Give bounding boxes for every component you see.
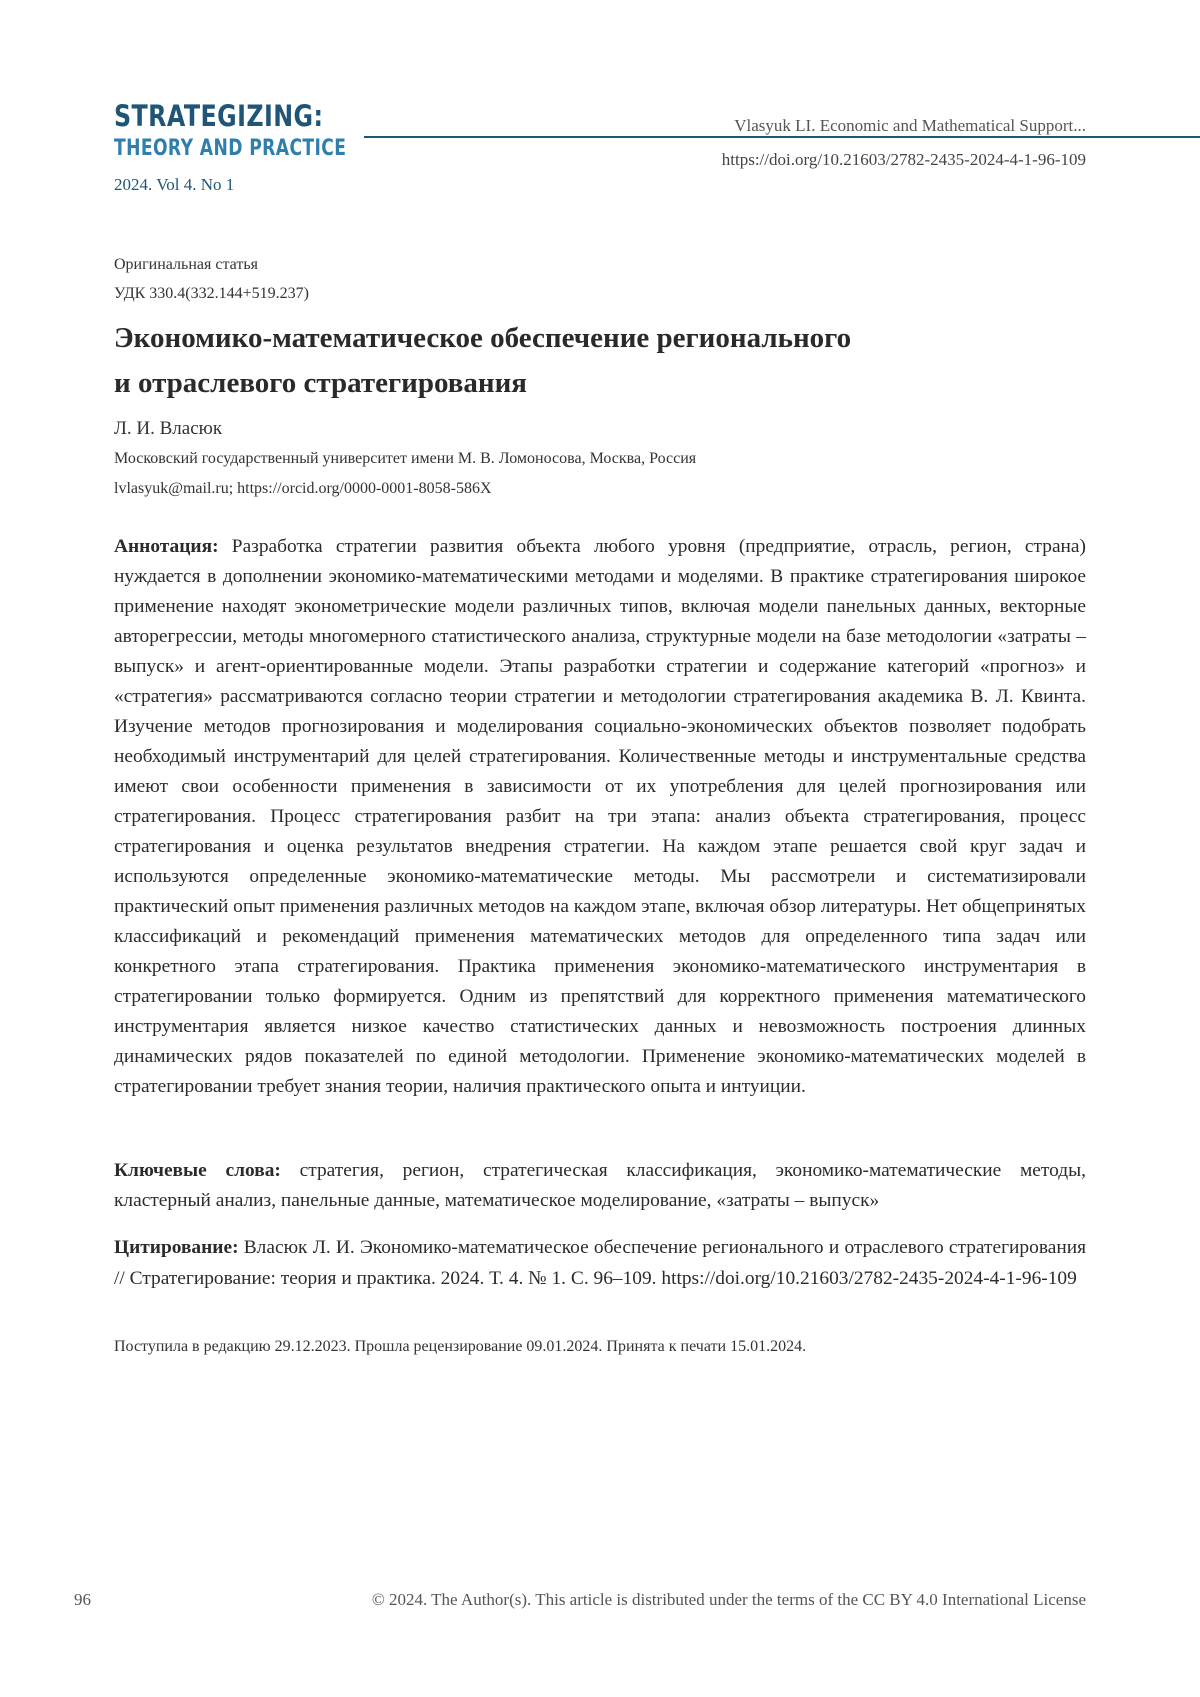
journal-name-line2: THEORY AND PRACTICE (114, 134, 346, 164)
udc-code: УДК 330.4(332.144+519.237) (114, 285, 309, 303)
issue-info: 2024. Vol 4. No 1 (114, 175, 234, 195)
abstract-label: Аннотация: (114, 536, 232, 557)
author-name: Л. И. Власюк (114, 418, 222, 440)
author-contacts[interactable]: lvlasyuk@mail.ru; https://orcid.org/0000-0001-8058-586X (114, 480, 492, 498)
abstract (114, 532, 1086, 1102)
submission-history: Поступила в редакцию 29.12.2023. Прошла рецензирование 09.01.2024. Принята к печати 15.01.2024. (114, 1338, 806, 1356)
page-number: 96 (74, 1590, 91, 1610)
running-title: Vlasyuk LI. Economic and Mathematical Support... (734, 116, 1086, 136)
article-title (114, 316, 1094, 406)
header-doi-link[interactable]: https://doi.org/10.21603/2782-2435-2024-4-1-96-109 (722, 150, 1086, 170)
article-type: Оригинальная статья (114, 256, 258, 274)
header-divider (364, 136, 1200, 138)
keywords (114, 1156, 1086, 1216)
citation-label: Цитирование: (114, 1237, 244, 1258)
keywords-label: Ключевые слова: (114, 1160, 300, 1181)
journal-name-line1: STRATEGIZING: (114, 98, 358, 134)
article-title-line2: и отраслевого стратегирования (114, 361, 1094, 406)
abstract-text: Разработка стратегии развития объекта любого уровня (предприятие, отрасль, регион, страна) нуждается в дополнении экономико-математическими методами и моделями. В практике стратегирования широкое применение находят эконометрические модели различных типов, включая модели панельных данных, векторные авторегрессии, методы многомерного статистического анализа, структурные модели на базе методологии «затраты – выпуск» и агент-ориентированные модели. Этапы разработки стратегии и содержание категорий «прогноз» и «стратегия» рассматриваются согласно теории стратегии и методологии стратегирования академика В. Л. Квинта. Изучение методов прогно­зирования и моделирования социально-экономических объектов позволяет подобрать необходимый инструментарий для целей стратегирования. Количественные методы и инструментальные средства имеют свои особенности применения в зависимости от их употребления для целей прогнозирования или стратегирования. Процесс стратегирования разбит на три этапа: анализ объекта стратегирова­ния, процесс стратегирования и оценка результатов внедрения стратегии. На каждом этапе решается свой круг задач и используются определенные экономико-математические методы. Мы рассмотрели и систематизировали практический опыт применения различных методов на каждом этапе, включая обзор литературы. Нет общепринятых классификаций и рекомендаций применения математических методов для определенного типа задач или конкретного этапа стратегирования. Практика применения экономико-математического инструментария в стратегировании только формируется. Одним из пре­пятствий для корректного применения математического инструментария является низкое качество статистических данных и невозможность построения длинных динамических рядов показателей по единой методологии. Применение экономико-математических моделей в стратегировании требует знания теории, наличия практического опыта и интуиции. (114, 536, 1086, 1097)
citation-text: Власюк Л. И. Экономико-математическое обеспечение регионального и отрасле­вого стратегирования // Стратегирование: теория и практика. 2024. Т. 4. № 1. С. 96–109. https://doi.org/10.21603/2782-2435-2024-4-1-96-109 (114, 1237, 1086, 1289)
license-notice: © 2024. The Author(s). This article is distributed under the terms of the CC BY 4.0 International License (372, 1590, 1086, 1610)
article-title-line1: Экономико-математическое обеспечение регионального (114, 316, 1094, 361)
author-affiliation: Московский государственный университет имени М. В. Ломоносова, Москва, Россия (114, 450, 696, 468)
keywords-text: стратегия, регион, стратегическая классификация, экономико-математические методы, кластерный анализ, панельные данные, математическое моделирование, «затраты – выпуск» (114, 1160, 1086, 1211)
citation (114, 1232, 1086, 1294)
article-page (0, 0, 1200, 1697)
journal-logo (114, 98, 412, 164)
